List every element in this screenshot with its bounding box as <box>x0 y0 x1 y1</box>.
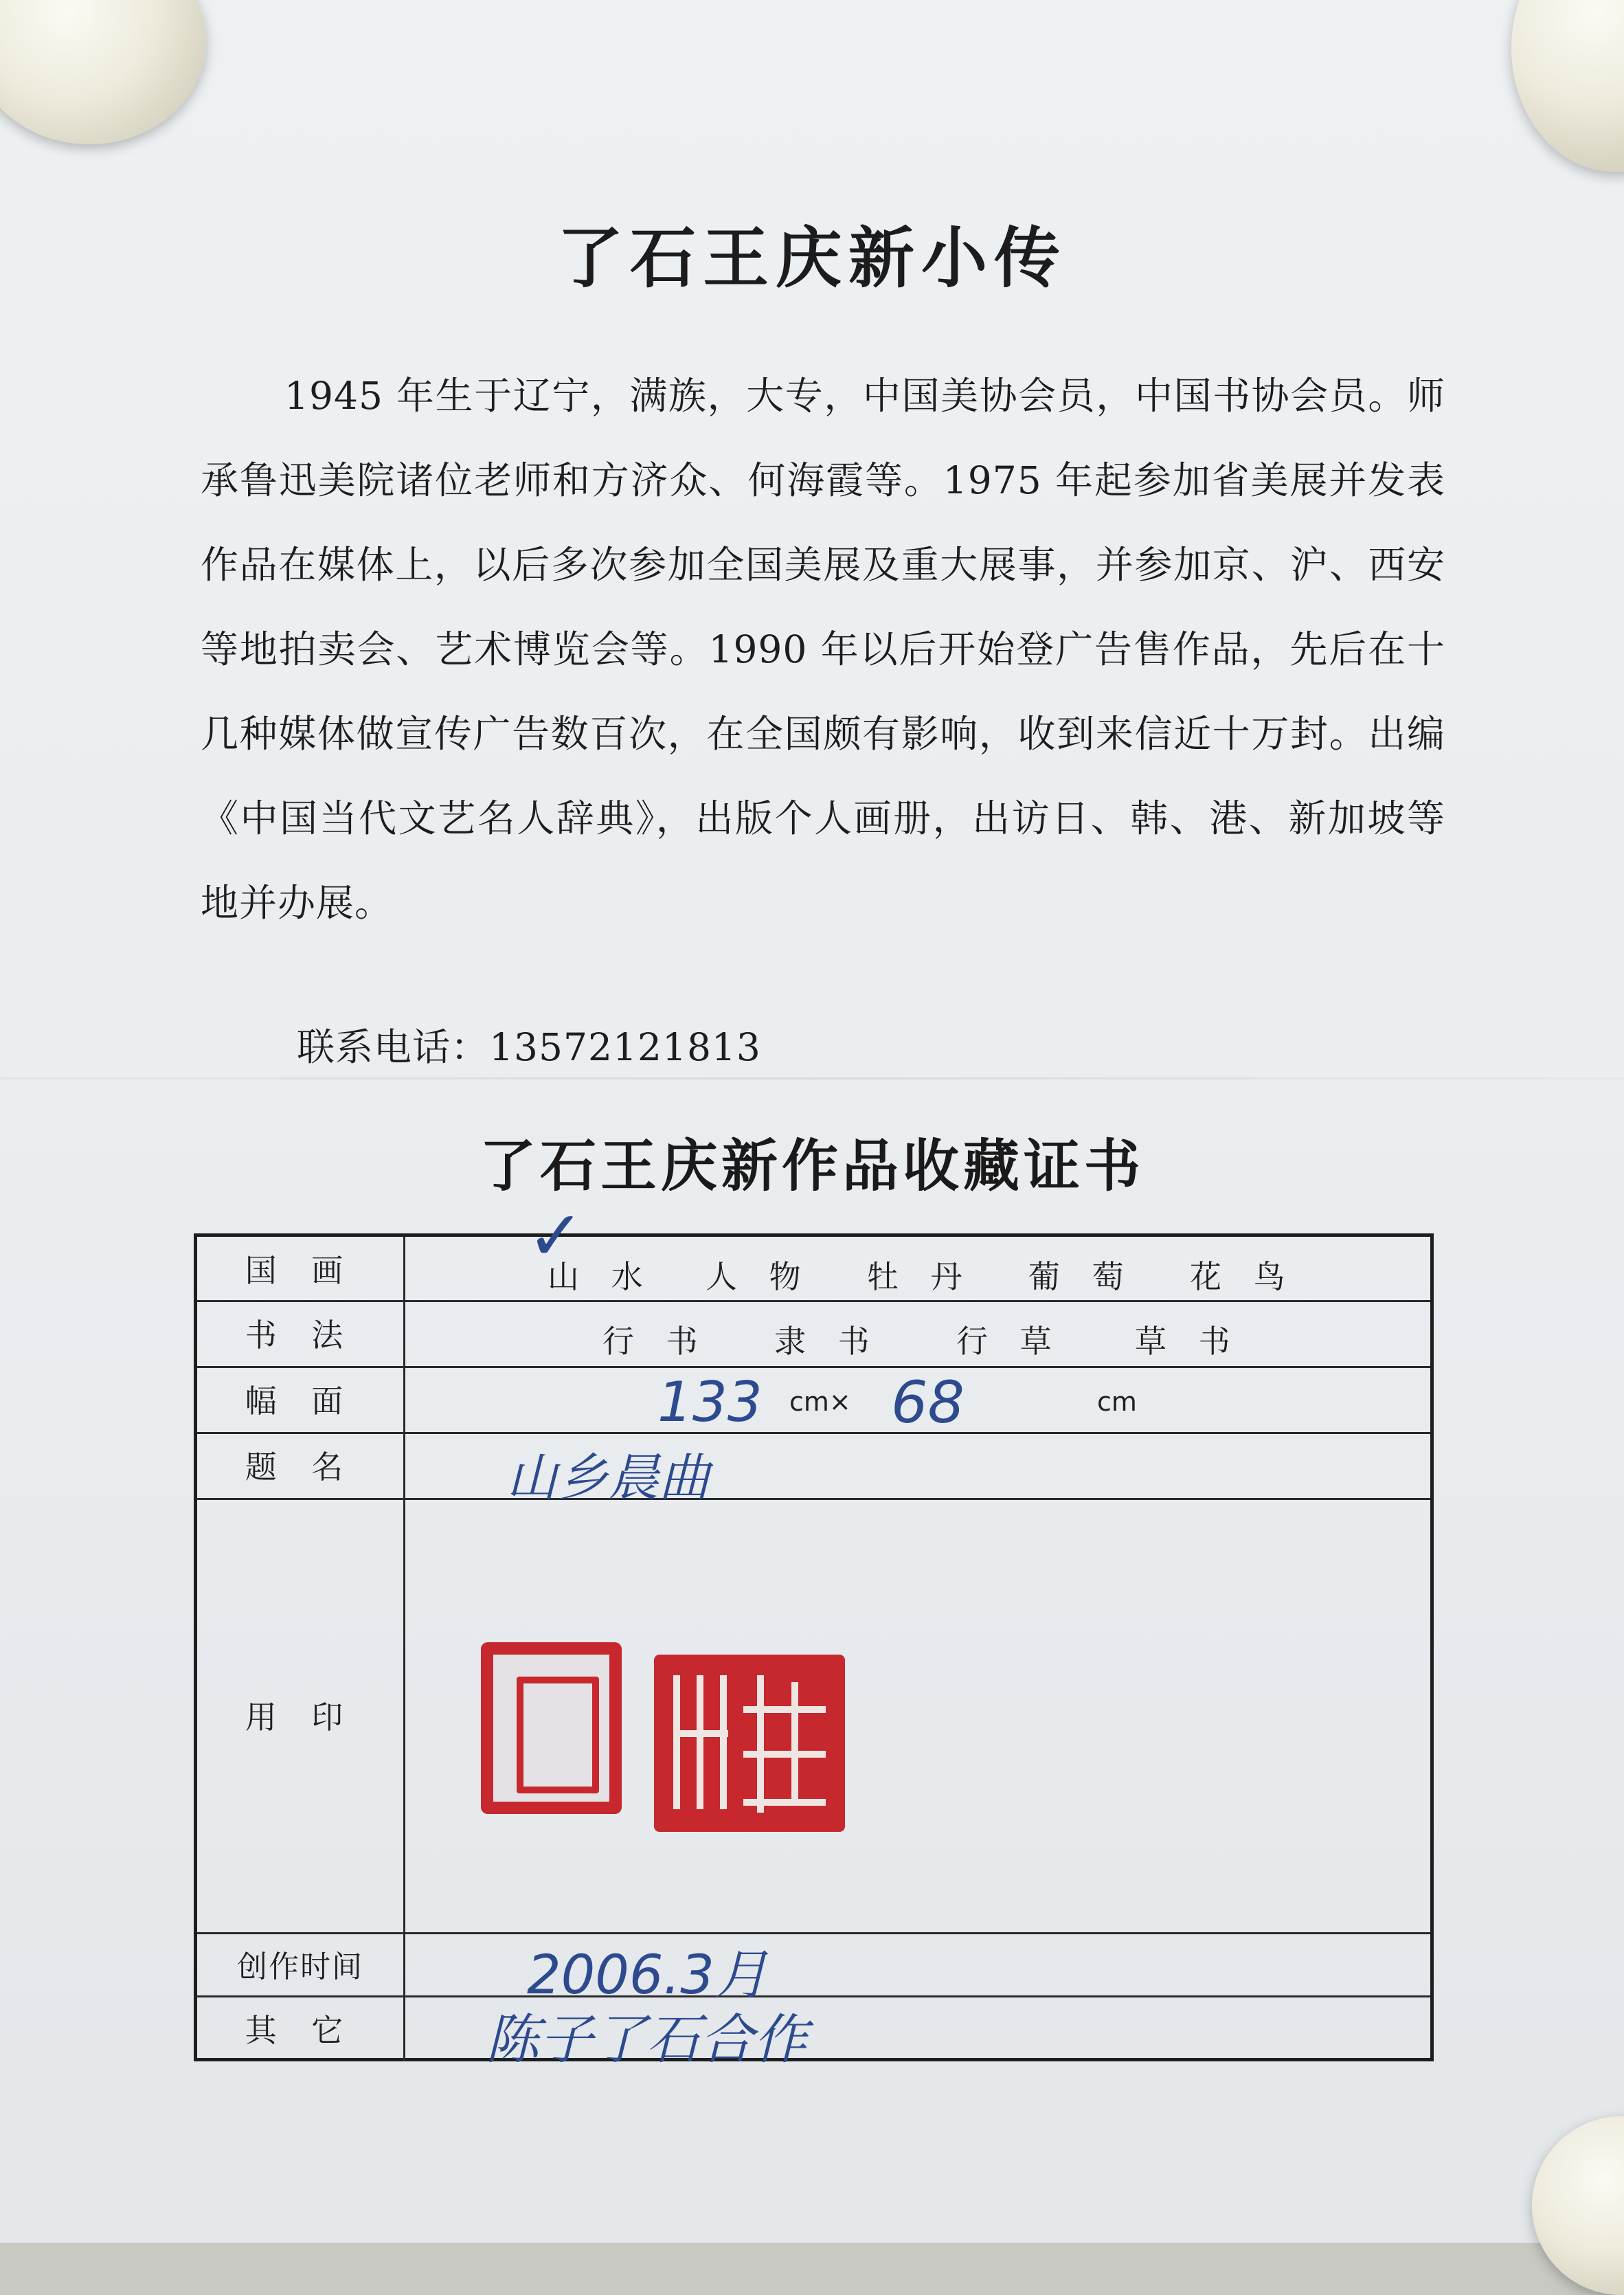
row-size <box>197 1366 1430 1434</box>
bio-title: 了石王庆新小传 <box>557 220 1067 297</box>
column-divider <box>403 1432 405 1498</box>
option-lishu: 隶 书 <box>774 1323 881 1360</box>
column-divider <box>403 1300 405 1366</box>
option-shanshui: 山 水 <box>548 1258 654 1295</box>
label-other: 其 它 <box>245 2012 356 2049</box>
bio-text: 1945 年生于辽宁，满族，大专，中国美协会员，中国书协会员。师承鲁迅美院诸位老师和方济众、何海霞等。1975 年起参加省美展并发表作品在媒体上，以后多次参加全国美展及重大展事，并参加京、沪、西安等地拍卖会、艺术博览会等。1990 年以后开始登广告售作品，先后在十几种媒体做宣传广告数百次，在全国颇有影响，收到来信近十万封。出编《中国当代文艺名人辞典》，出版个人画册，出访日、韩、港、新加坡等地并办展。 <box>201 374 1445 925</box>
option-xingshu: 行 书 <box>602 1323 709 1360</box>
size-width-value: 68 <box>891 1369 965 1436</box>
paper-fold <box>0 1077 1624 1079</box>
seal-stamp-solid <box>654 1655 845 1832</box>
size-height-value: 133 <box>657 1370 763 1434</box>
column-divider <box>403 1237 405 1300</box>
label-seals: 用 印 <box>245 1699 356 1736</box>
row-guohua <box>197 1196 1430 1302</box>
size-unit-1: cm× <box>789 1387 851 1417</box>
certificate-table <box>194 1196 1434 2071</box>
option-putao: 葡 萄 <box>1028 1258 1135 1295</box>
contact-phone: 联系电话：13572121813 <box>297 1025 761 1069</box>
column-divider <box>403 1932 405 1995</box>
row-title <box>197 1432 1430 1508</box>
option-mudan: 牡 丹 <box>867 1258 973 1295</box>
size-unit-2: cm <box>1097 1387 1137 1417</box>
option-huaniao: 花 鸟 <box>1190 1258 1296 1295</box>
other-notes-value: 陈子了石合作 <box>486 2009 808 2071</box>
row-date <box>197 1932 1430 2006</box>
artwork-title-value: 山乡晨曲 <box>506 1448 710 1508</box>
option-caoshu: 草 书 <box>1135 1323 1241 1360</box>
row-shufa <box>197 1300 1430 1368</box>
option-renwu: 人 物 <box>706 1258 812 1295</box>
row-other <box>197 1995 1430 2071</box>
label-shufa: 书 法 <box>245 1317 356 1354</box>
certificate-title: 了石王庆新作品收藏证书 <box>479 1134 1144 1199</box>
column-divider <box>403 1498 405 1932</box>
label-date: 创作时间 <box>237 1949 363 1984</box>
column-divider <box>403 1995 405 2061</box>
label-size: 幅 面 <box>245 1382 356 1420</box>
label-title: 题 名 <box>245 1448 356 1486</box>
column-divider <box>403 1366 405 1432</box>
option-xingcao: 行 草 <box>956 1323 1063 1360</box>
seal-stamp-hollow <box>481 1642 622 1814</box>
creation-date-value: 2006.3月 <box>527 1945 768 2006</box>
seal-glyph <box>517 1677 599 1793</box>
checkmark-shanshui: ✓ <box>527 1196 585 1276</box>
label-guohua: 国 画 <box>245 1252 356 1289</box>
